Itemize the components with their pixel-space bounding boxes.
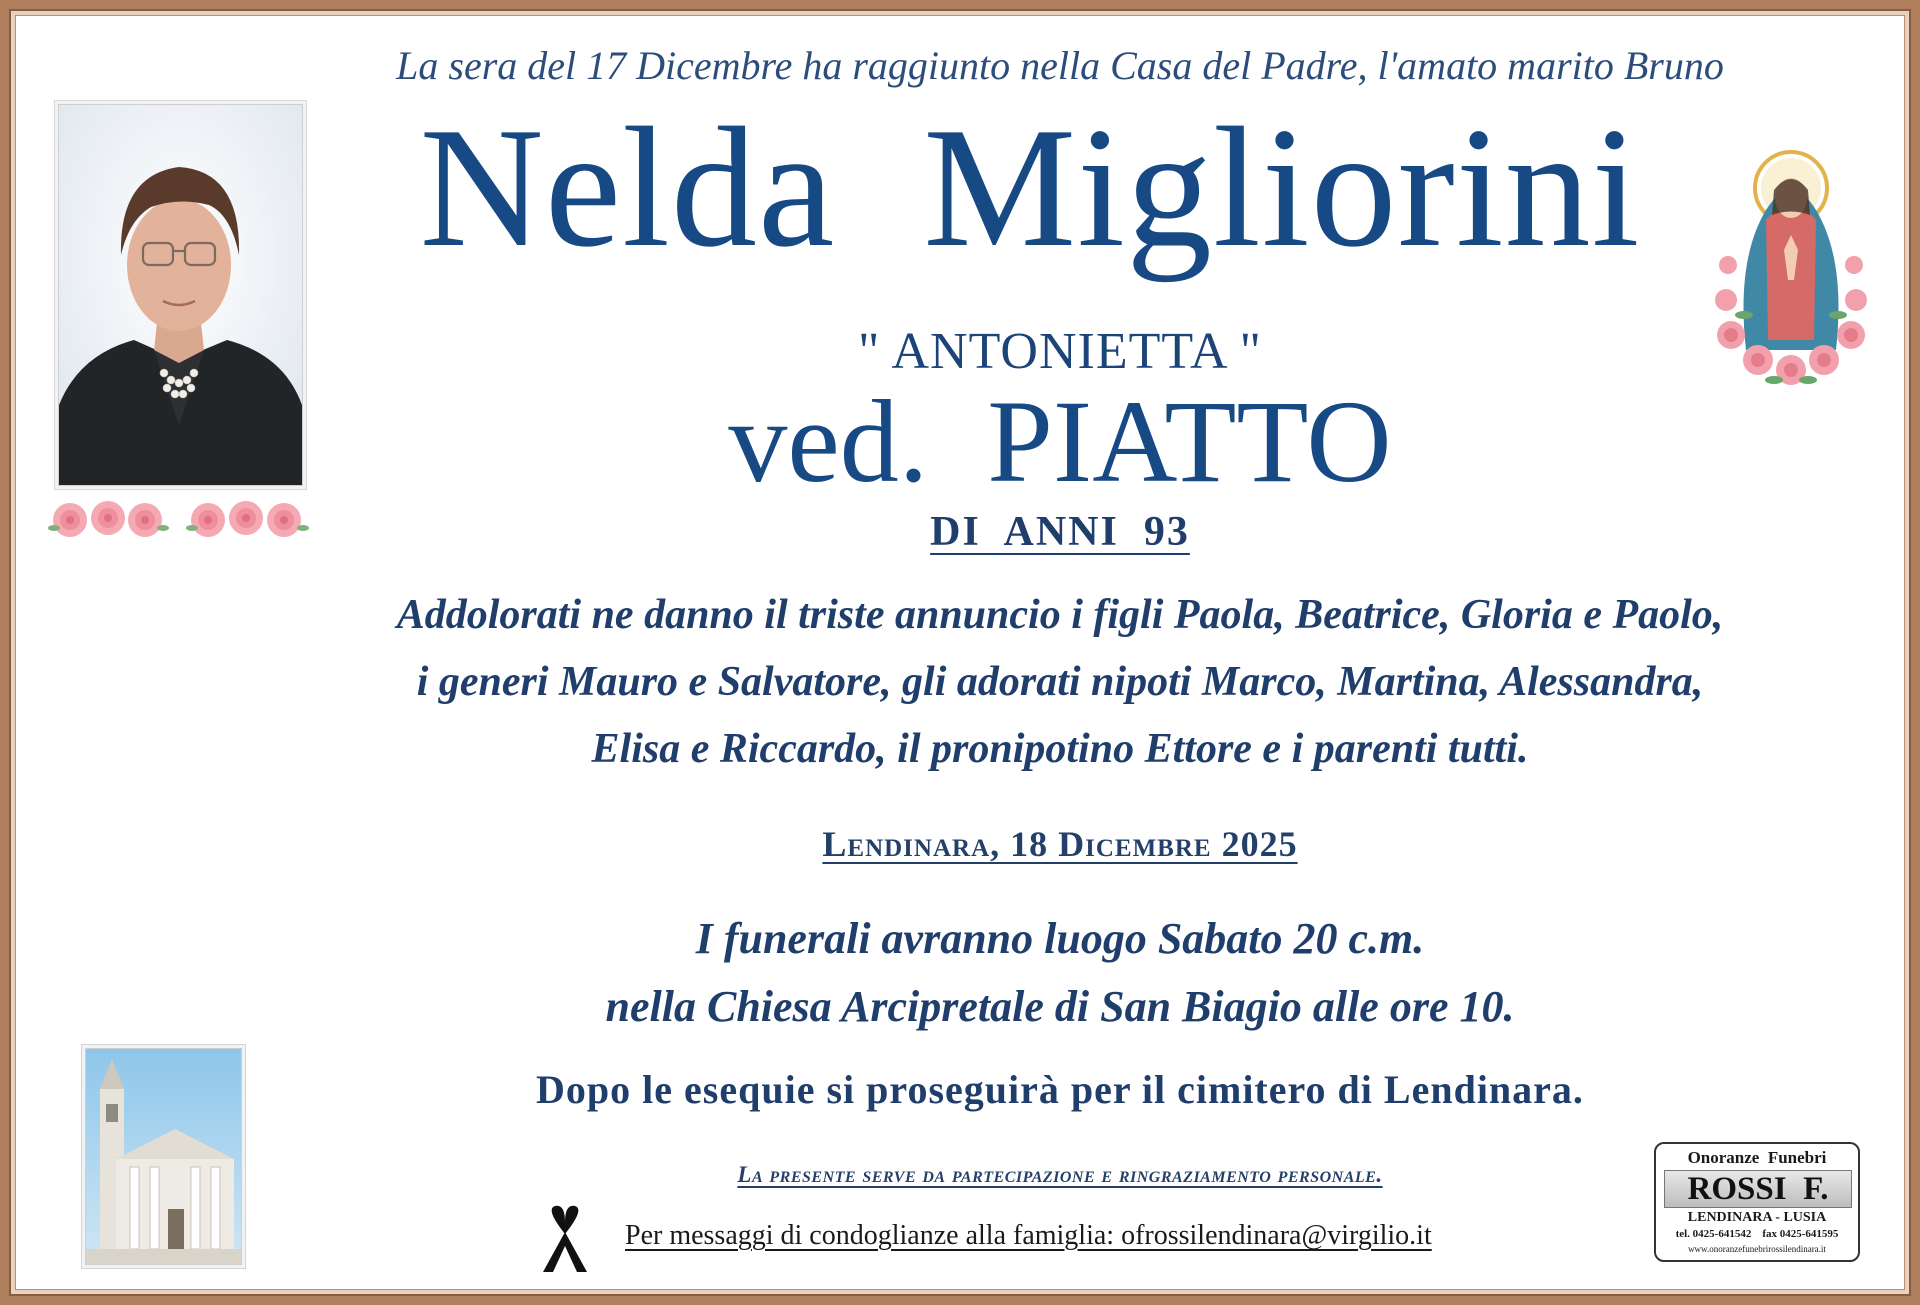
- funeral-home-website: www.onoranzefunebrirossilendinara.it: [1688, 1244, 1826, 1254]
- condolences-line: [625, 1220, 1432, 1252]
- funeral-line: I funerali avranno luogo Sabato 20 c.m.: [695, 914, 1425, 963]
- cemetery-info: Dopo le esequie si proseguirà per il cimitero di Lendinara.: [536, 1067, 1584, 1112]
- portrait-photo: [58, 104, 303, 486]
- header-line: La sera del 17 Dicembre ha raggiunto nella Casa del Padre, l'amato marito Bruno: [396, 43, 1724, 88]
- mourners-paragraph: [300, 582, 1820, 783]
- mourners-line: Addolorati ne danno il triste annuncio i figli Paola, Beatrice, Gloria e Paolo,: [396, 592, 1724, 638]
- notice-text: La presente serve da partecipazione e ringraziamento personale.: [737, 1162, 1383, 1187]
- deceased-nickname: " ANTONIETTA ": [858, 323, 1262, 380]
- married-name: ved. PIATTO: [728, 376, 1392, 507]
- age-text: DI ANNI 93: [930, 509, 1190, 555]
- place-date: [300, 823, 1820, 865]
- funeral-home-name: ROSSI F.: [1664, 1170, 1852, 1208]
- funeral-home-title: Onoranze Funebri: [1687, 1148, 1827, 1167]
- funeral-home-phones: tel. 0425-641542 fax 0425-641595: [1675, 1228, 1839, 1240]
- roses-decoration: [48, 494, 313, 544]
- notice: [300, 1162, 1820, 1188]
- place-date-text: Lendinara, 18 Dicembre 2025: [822, 824, 1298, 864]
- funeral-home-locations: LENDINARA - LUSIA: [1687, 1210, 1827, 1225]
- deceased-name: Nelda Migliorini: [419, 93, 1641, 283]
- church-photo: [85, 1048, 242, 1265]
- mourners-line: i generi Mauro e Salvatore, gli adorati nipoti Marco, Martina, Alessandra,: [416, 659, 1704, 705]
- funeral-info: [300, 905, 1820, 1041]
- mourners-line: Elisa e Riccardo, il pronipotino Ettore e i parenti tutti.: [591, 726, 1529, 772]
- condolences-email-link[interactable]: Per messaggi di condoglianze alla famiglia: ofrossilendinara@virgilio.it: [625, 1220, 1432, 1251]
- mourning-ribbon-icon: [535, 1204, 595, 1274]
- age: [300, 508, 1820, 556]
- funeral-line: nella Chiesa Arcipretale di San Biagio alle ore 10.: [605, 982, 1515, 1031]
- funeral-home-logo: [1654, 1142, 1860, 1262]
